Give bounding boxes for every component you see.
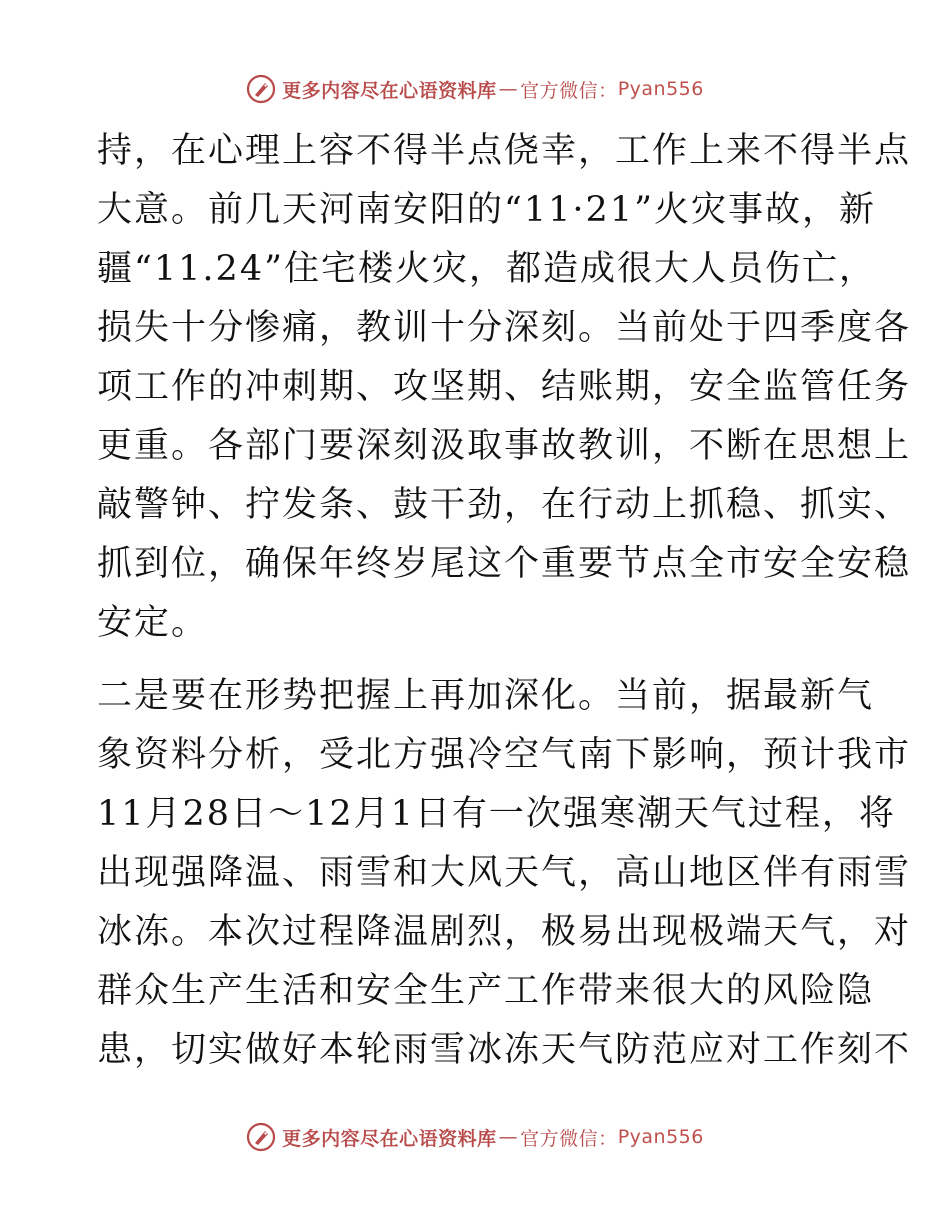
text-line: 敲警钟、拧发条、鼓干劲，在行动上抓稳、抓实、 [97,485,912,525]
watermark-contact-id: Pyan556 [617,1126,704,1148]
document-body [97,122,912,1080]
text-line: 损失十分惨痛，教训十分深刻。当前处于四季度各 [97,308,912,348]
text-line: 象资料分析，受北方强冷空气南下影响，预计我市 [97,735,912,775]
text-line: 大意。前几天河南安阳的“11·21”火灾事故，新 [97,190,876,230]
watermark-separator: — [498,78,519,100]
text-line: 持，在心理上容不得半点侥幸，工作上来不得半点 [97,131,912,171]
text-line: 项工作的冲刺期、攻坚期、结账期，安全监管任务 [97,367,912,407]
text-line: 疆“11.24”住宅楼火灾，都造成很大人员伤亡， [97,249,876,289]
watermark-text: 更多内容尽在心语资料库 [282,79,497,102]
watermark-contact-label: 官方微信： [520,1127,618,1150]
watermark-separator: — [498,1126,519,1148]
pen-nib-circle-icon [246,1122,276,1152]
watermark-contact-id: Pyan556 [617,78,704,100]
pen-nib-circle-icon [246,74,276,104]
text-line: 冰冻。本次过程降温剧烈，极易出现极端天气，对 [97,912,912,952]
watermark-text: 更多内容尽在心语资料库 [282,1127,497,1150]
footer-watermark [0,1122,950,1152]
paragraph-1 [97,122,912,653]
watermark-contact-label: 官方微信： [520,79,618,102]
text-line: 二是要在形势把握上再加深化。当前，据最新气 [97,676,875,716]
text-line: 患，切实做好本轮雨雪冰冻天气防范应对工作刻不 [97,1030,912,1070]
text-line: 群众生产生活和安全生产工作带来很大的风险隐 [97,971,875,1011]
text-line: 安定。 [97,603,209,643]
text-line: 11月28日～12月1日有一次强寒潮天气过程，将 [97,794,896,834]
header-watermark [0,74,950,104]
text-line: 抓到位，确保年终岁尾这个重要节点全市安全安稳 [97,544,912,584]
text-line: 更重。各部门要深刻汲取事故教训，不断在思想上 [97,426,912,466]
text-line: 出现强降温、雨雪和大风天气，高山地区伴有雨雪 [97,853,912,893]
paragraph-2 [97,667,912,1080]
